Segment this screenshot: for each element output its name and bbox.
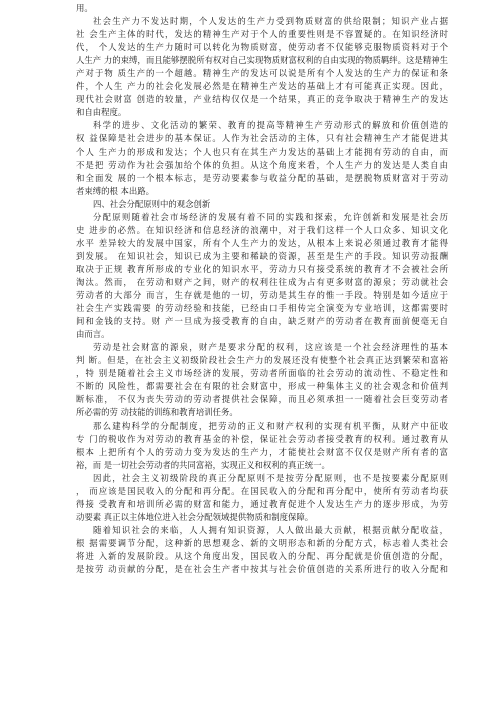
text-line: 个人 生产力的形成和发达；个人也只有在其生产力发达的基础上才能拥有劳动的自由，而	[76, 146, 448, 157]
text-line: 到发展。 在知识社会，知识已成为主要和稀缺的资源，甚至是生产的手段。知识劳动报酬	[76, 250, 448, 261]
text-line: 根 据需要调节分配，这种新的思想观念、新的文明形态和新的分配方式，标志着人类社会	[76, 537, 448, 548]
text-line: 产对于物 质生产的一个超越。精神生产的发达可以说是所有个人发达的生产力的保证和条	[76, 68, 448, 79]
text-line: 根本 上把所有个人的劳动力变为发达的生产力，才能使社会财富不仅仅是财产所有者的富	[76, 446, 448, 457]
text-line: 判 断。但是，在社会主义初级阶段社会生产力的发展还没有使整个社会真正达到繁荣和富裕	[76, 355, 448, 366]
text-line: ，特 别是随着社会主义市场经济的发展，劳动者所面临的社会劳动的流动性、不稳定性和	[76, 368, 448, 379]
text-line: 将进 入新的发展阶段。从这个角度出发，国民收入的分配、再分配就是价值创造的分配，	[76, 550, 448, 561]
text-line: ， 而应该是国民收入的分配和再分配。在国民收入的分配和再分配中，使所有劳动者均获	[76, 485, 448, 496]
text-line: 动要素 真正以主体地位进入社会分配领域提供物质和制度保障。	[76, 511, 314, 522]
text-line: 用。	[76, 3, 93, 13]
text-line: 不断的 风险性，都需要社会在有限的社会财富中，形成一种集体主义的社会观念和价值判	[76, 381, 448, 392]
text-line: 件，个人生 产力的社会化发展必然是在精神生产发达的基础上才有可能真正实现。因此，	[76, 81, 448, 92]
text-line: 那么建构科学的分配制度，把劳动的正义和财产权利的实现有机平衡，从财产中征收	[93, 420, 448, 431]
section-heading: 四、社会分配原则中的观念创新	[93, 198, 211, 209]
text-line: 裕，而 是一切社会劳动者的共同富裕，实现正义和权利的真正统一。	[76, 459, 330, 470]
text-line: 断标准， 不仅为丧失劳动的劳动者提供社会保障，而且必须承担一一随着社会巨变劳动者	[76, 394, 448, 405]
text-line: 现代社会财富 创造的较量，产业结构仅仅是一个结果，真正的竞争取决于精神生产的发达	[76, 94, 448, 105]
text-line: 社 会生产主体的时代，发达的精神生产对于个人的重要性则是不容置疑的。在知识经济时	[76, 29, 448, 40]
text-line: 人生产 力的束缚，而且能够摆脱所有权对自己实现物质财富权利的自由实现的物质羁绊。这是精神生	[76, 55, 448, 66]
text-line: 社会生产实践需要 的劳动经验和技能，已经由口手相传完全演变为专业培训，这都需要时	[76, 303, 448, 314]
text-line: 社会生产力不发达时期，个人发达的生产力受到物质财富的供给限制；知识产业占据	[93, 16, 448, 27]
text-line: 不是把 劳动作为社会强加给个体的负担。从这个角度来看，个人生产力的发达是人类自由	[76, 159, 448, 170]
text-line: 劳动是社会财富的源泉，财产是要求分配的权利，这应该是一个社会经济理性的基本	[93, 342, 448, 353]
text-line: 间和金钱的支持。财 产一旦成为接受教育的自由，缺乏财产的劳动者在教育面前便毫无自	[76, 316, 448, 327]
text-line: 者束缚的根 本出路。	[76, 185, 155, 196]
text-line: 代， 个人发达的生产力随时可以转化为物质财富，使劳动者不仅能够克服物质资料对于个	[76, 42, 448, 53]
text-line: 和全面发 展的一个根本标志，是劳动要素参与收益分配的基础，是摆脱物质财富对于劳动	[76, 172, 448, 183]
text-line: 得接 受教育和培训所必需的财富和能力，通过教育促进个人发达生产力的逐步形成，为劳	[76, 498, 448, 509]
text-line: 科学的进步、文化活动的繁荣、教育的提高等精神生产劳动形式的解放和价值创造的	[93, 120, 448, 131]
text-line: 和自由程度。	[76, 107, 127, 118]
text-line: 随着知识社会的来临，人人拥有知识资源，人人做出最大贡献，根据贡献分配收益，	[93, 524, 448, 535]
text-line: 淘汰。然而， 在劳动和财产之间，财产的权利往往成为占有更多财富的源泉；劳动就社会	[76, 276, 448, 287]
text-line: 权 益保障是社会进步的基本保证。人作为社会活动的主体，只有社会精神生产才能促进其	[76, 133, 448, 144]
text-line: 史 进步的必然。在知识经济和信息经济的浪潮中，对于我们这样一个人口众多、知识文化	[76, 224, 448, 235]
text-line: 因此，社会主义初级阶段的真正分配原则不是按劳分配原则，也不是按要素分配原则	[93, 472, 448, 483]
text-line: 分配原则随着社会市场经济的发展有着不同的实践和探索，允许创新和发展是社会历	[93, 211, 448, 222]
text-line: 由而言。	[76, 329, 110, 340]
text-line: 所必需的劳 动技能的训练和教育培训任务。	[76, 407, 238, 418]
text-line: 水平 差异较大的发展中国家，所有个人生产力的发达，从根本上来说必须通过教育才能得	[76, 237, 448, 248]
text-line: 劳动者的大部分 而言，生存就是他的一切，劳动是其生存的惟一手段。特别是如今适应于	[76, 290, 448, 301]
text-line: 取决于正规 教育所形成的专业化的知识水平，劳动力只有接受系统的教育才不会被社会所	[76, 263, 448, 274]
text-line: 是按劳 动贡献的分配，是在社会生产者中按其与社会价值创造的关系所进行的收入分配和	[76, 564, 448, 575]
text-line: 专 门的税收作为对劳动的教育基金的补偿，保证社会劳动者接受教育的权利。通过教育从	[76, 433, 448, 444]
